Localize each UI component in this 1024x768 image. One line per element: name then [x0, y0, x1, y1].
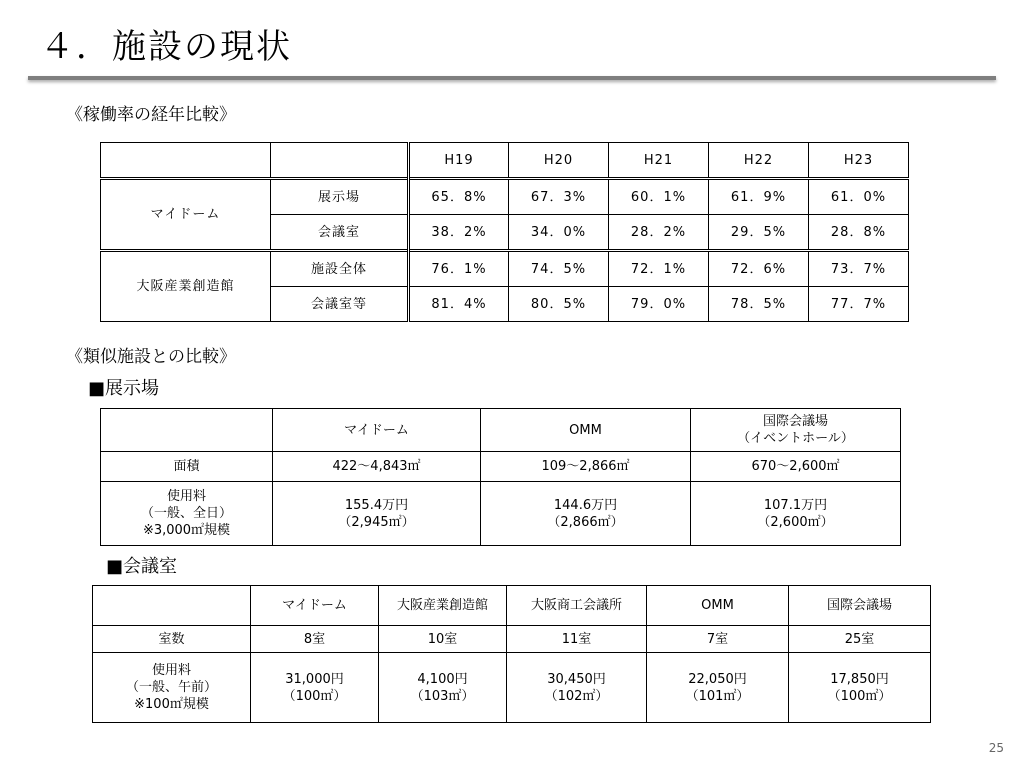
room-count: 7室 [647, 626, 789, 653]
occupancy-table [100, 142, 909, 322]
table-row [101, 482, 901, 546]
room-type: 施設全体 [271, 251, 409, 287]
fee-area: （103㎡） [410, 688, 475, 704]
room-type: 会議室 [271, 215, 409, 251]
occupancy-rate: 81．4% [409, 287, 509, 322]
occupancy-rate: 74．5% [509, 251, 609, 287]
row-label-rooms: 室数 [93, 626, 251, 653]
occupancy-rate: 61．0% [809, 179, 909, 215]
meeting-room-comparison-table [92, 585, 931, 723]
venue-header [691, 409, 901, 452]
occupancy-header-year: H19 [409, 143, 509, 179]
fee-value [507, 653, 647, 723]
exhibition-header-row [101, 409, 901, 452]
occupancy-rate: 67．3% [509, 179, 609, 215]
occupancy-header-year: H20 [509, 143, 609, 179]
row-label-fee [93, 653, 251, 723]
fee-value [251, 653, 379, 723]
meeting-room-heading: ■会議室 [106, 556, 178, 577]
row-label-fee [101, 482, 273, 546]
occupancy-header-year: H21 [609, 143, 709, 179]
area-value: 109～2,866㎡ [481, 452, 691, 482]
occupancy-rate: 80．5% [509, 287, 609, 322]
occupancy-header-year: H23 [809, 143, 909, 179]
fee-amount: 17,850円 [830, 671, 889, 687]
occupancy-header-empty [101, 143, 271, 179]
fee-amount: 22,050円 [688, 671, 747, 687]
fee-value [691, 482, 901, 546]
fee-value [273, 482, 481, 546]
fee-area: （2,600㎡） [757, 514, 834, 530]
area-value: 422～4,843㎡ [273, 452, 481, 482]
area-value: 670～2,600㎡ [691, 452, 901, 482]
venue-header: 大阪産業創造館 [379, 586, 507, 626]
occupancy-rate: 72．1% [609, 251, 709, 287]
room-count: 10室 [379, 626, 507, 653]
occupancy-rate: 28．2% [609, 215, 709, 251]
fee-area: （100㎡） [282, 688, 347, 704]
occupancy-rate: 29．5% [709, 215, 809, 251]
occupancy-rate: 73．7% [809, 251, 909, 287]
occupancy-header-row [101, 143, 909, 179]
exhibition-header-empty [101, 409, 273, 452]
fee-area: （101㎡） [685, 688, 750, 704]
occupancy-header-year: H22 [709, 143, 809, 179]
fee-area: （2,866㎡） [547, 514, 624, 530]
comparison-section-heading: 《類似施設との比較》 [66, 347, 236, 367]
occupancy-rate: 76．1% [409, 251, 509, 287]
fee-value [647, 653, 789, 723]
fee-label-line: ※100㎡規模 [134, 697, 209, 712]
venue-header: 大阪商工会議所 [507, 586, 647, 626]
venue-header: マイドーム [251, 586, 379, 626]
venue-header: 国際会議場 [789, 586, 931, 626]
table-row [93, 653, 931, 723]
facility-name: マイドーム [101, 179, 271, 251]
fee-area: （102㎡） [544, 688, 609, 704]
page-number: 25 [988, 741, 1004, 755]
occupancy-rate: 61．9% [709, 179, 809, 215]
fee-label-line: 使用料 [151, 663, 191, 678]
venue-name: OMM [569, 422, 602, 438]
occupancy-header-empty [271, 143, 409, 179]
occupancy-rate: 28．8% [809, 215, 909, 251]
exhibition-comparison-table [100, 408, 901, 546]
venue-header [481, 409, 691, 452]
facility-name: 大阪産業創造館 [101, 251, 271, 322]
title-underline [28, 76, 996, 80]
fee-amount: 4,100円 [417, 671, 468, 687]
meeting-header-empty [93, 586, 251, 626]
venue-header: OMM [647, 586, 789, 626]
occupancy-rate: 65．8% [409, 179, 509, 215]
room-count: 25室 [789, 626, 931, 653]
fee-amount: 144.6万円 [553, 497, 618, 513]
fee-amount: 107.1万円 [763, 497, 828, 513]
venue-header [273, 409, 481, 452]
table-row [101, 251, 909, 287]
room-count: 8室 [251, 626, 379, 653]
slide-title: ４．施設の現状 [40, 27, 292, 67]
fee-label-line: （一般、全日） [140, 506, 232, 521]
fee-area: （100㎡） [827, 688, 892, 704]
table-row [101, 452, 901, 482]
room-type: 会議室等 [271, 287, 409, 322]
fee-value [379, 653, 507, 723]
row-label-area: 面積 [101, 452, 273, 482]
fee-value [481, 482, 691, 546]
room-count: 11室 [507, 626, 647, 653]
occupancy-rate: 34．0% [509, 215, 609, 251]
fee-amount: 30,450円 [547, 671, 606, 687]
meeting-header-row [93, 586, 931, 626]
room-type: 展示場 [271, 179, 409, 215]
venue-name: 国際会議場 [762, 414, 828, 429]
occupancy-rate: 38．2% [409, 215, 509, 251]
occupancy-rate: 60．1% [609, 179, 709, 215]
fee-label-line: （一般、午前） [125, 680, 217, 695]
venue-subname: （イベントホール） [737, 431, 854, 446]
fee-amount: 155.4万円 [344, 497, 409, 513]
fee-value [789, 653, 931, 723]
fee-label-line: 使用料 [166, 489, 206, 504]
occupancy-section-heading: 《稼働率の経年比較》 [66, 105, 236, 125]
occupancy-rate: 72．6% [709, 251, 809, 287]
fee-area: （2,945㎡） [338, 514, 415, 530]
fee-label-line: ※3,000㎡規模 [142, 523, 231, 538]
venue-name: マイドーム [344, 422, 409, 438]
exhibition-heading: ■展示場 [88, 378, 160, 399]
table-row [93, 626, 931, 653]
occupancy-rate: 79．0% [609, 287, 709, 322]
occupancy-rate: 77．7% [809, 287, 909, 322]
occupancy-rate: 78．5% [709, 287, 809, 322]
table-row [101, 179, 909, 215]
fee-amount: 31,000円 [285, 671, 344, 687]
